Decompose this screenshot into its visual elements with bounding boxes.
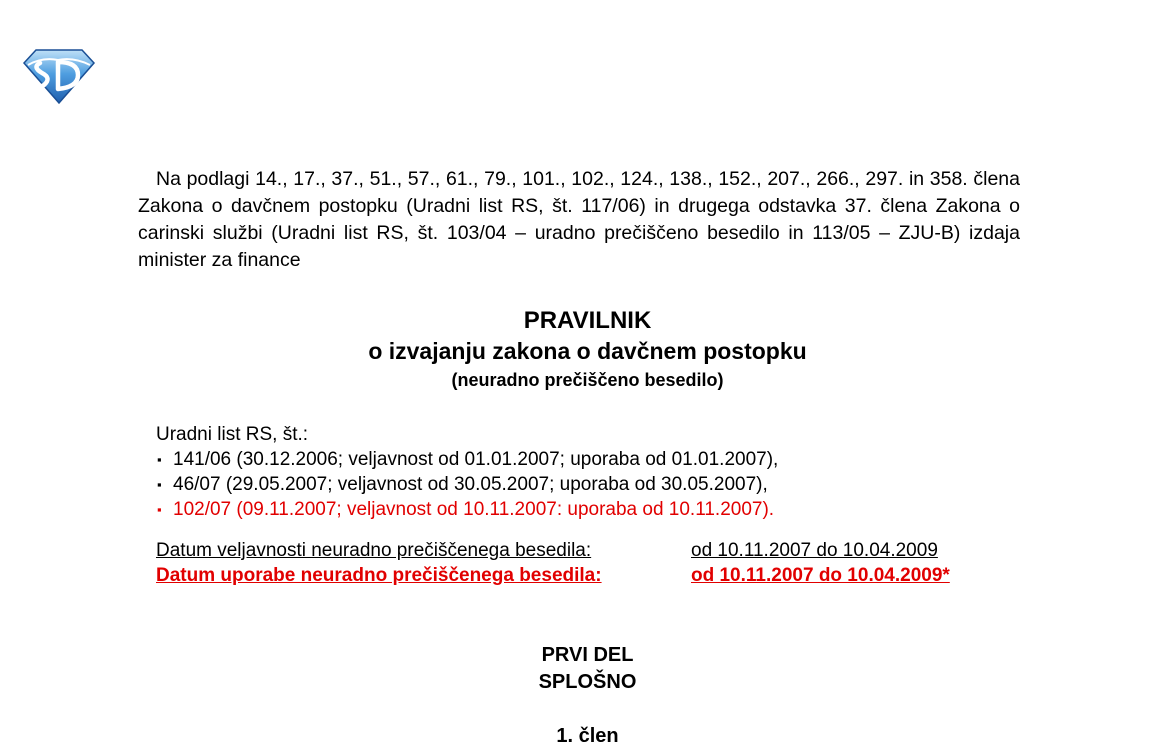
gazette-item: ▪ 141/06 (30.12.2006; veljavnost od 01.01.2007; uporaba od 01.01.2007), — [157, 449, 779, 470]
sd-logo-icon — [22, 47, 96, 105]
document-title: PRAVILNIK — [523, 307, 652, 334]
sd-logo — [22, 47, 96, 105]
gazette-block — [156, 422, 778, 522]
document-note: (neuradno prečiščeno besedilo) — [451, 370, 724, 390]
document-subtitle: o izvajanju zakona o davčnem postopku — [368, 338, 807, 364]
intro-paragraph: Na podlagi 14., 17., 37., 51., 57., 61., 79., 101., 102., 124., 138., 152., 207., 266., 297. in 358. člena Zakona o davčnem postopku (Uradni list RS, št. 117/06) in drugega odstavka 37. člena Zakona o carinski službi (Uradni list RS, št. 103/04 – uradno prečiščeno besedilo in 113/05 – ZJU-B) izdaja minister za finance — [138, 168, 1020, 271]
part-number: PRVI DEL — [541, 644, 634, 666]
part-name: SPLOŠNO — [538, 671, 637, 693]
validity-date-value: od 10.11.2007 do 10.04.2009 — [691, 540, 938, 561]
use-date-value: od 10.11.2007 do 10.04.2009* — [691, 565, 950, 586]
bullet-icon: ▪ — [157, 502, 162, 517]
gazette-label: Uradni list RS, št.: — [156, 424, 309, 445]
article-heading: 1. člen — [556, 725, 619, 747]
gazette-item-highlighted: ▪ 102/07 (09.11.2007; veljavnost od 10.11.2007: uporaba od 10.11.2007). — [157, 499, 775, 520]
gazette-item: ▪ 46/07 (29.05.2007; veljavnost od 30.05.2007; uporaba od 30.05.2007), — [157, 474, 768, 495]
use-date-label: Datum uporabe neuradno prečiščenega besedila: — [156, 565, 602, 586]
gazette-list — [156, 447, 778, 522]
validity-date-label: Datum veljavnosti neuradno prečiščenega besedila: — [156, 540, 592, 561]
bullet-icon: ▪ — [157, 452, 162, 467]
bullet-icon: ▪ — [157, 477, 162, 492]
